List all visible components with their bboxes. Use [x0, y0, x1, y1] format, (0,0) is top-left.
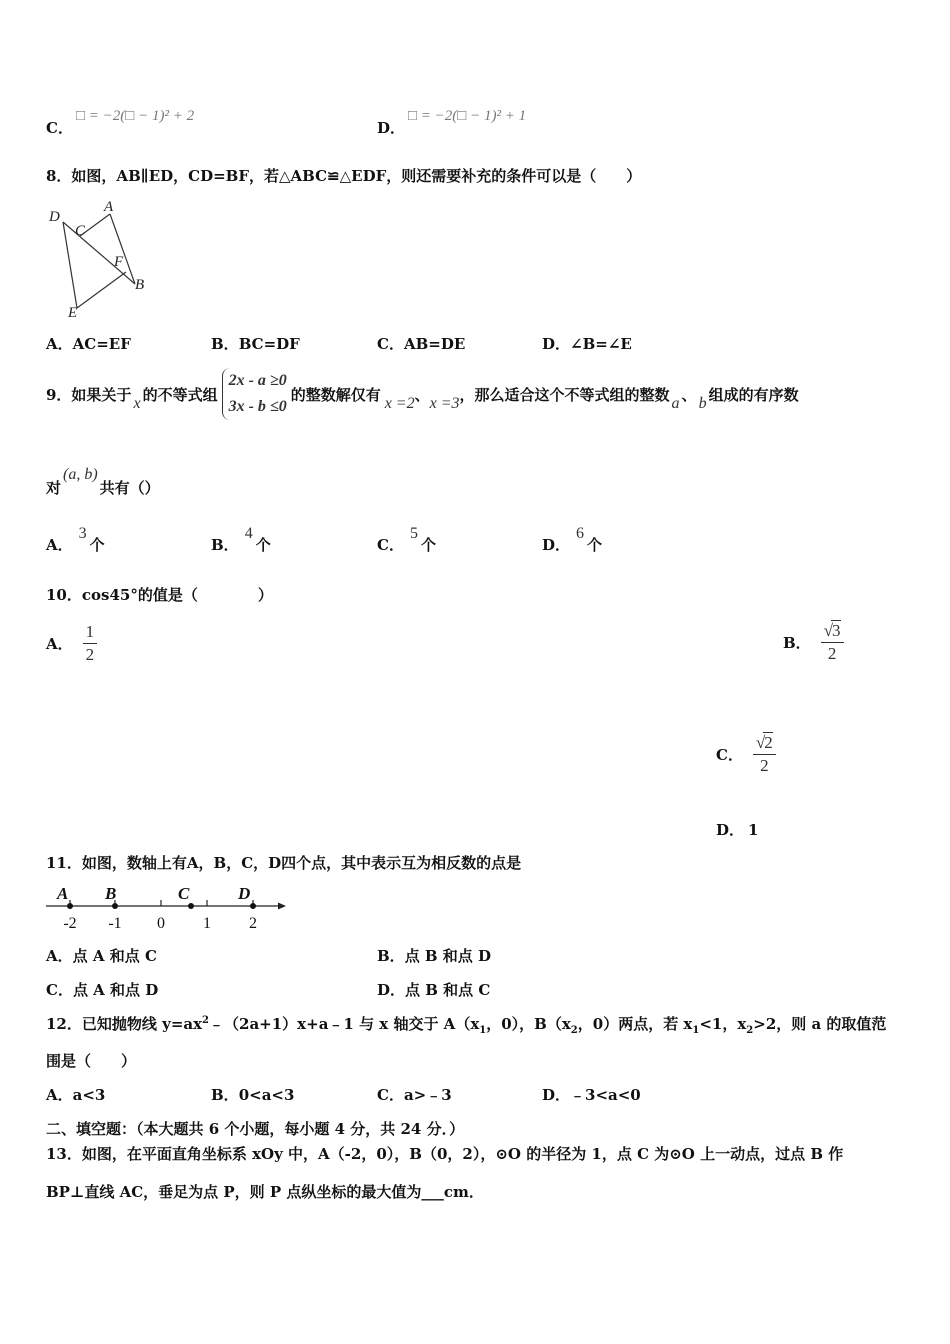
point-label-c: C	[178, 884, 190, 903]
q9-stem-line1: 9．如果关于 x 的不等式组 2x - a ≥0 3x - b ≤0 的整数解仅有 x =2 、 x =3 ，那么适合这个不等式组的整数 a 、 b 组成的有序数	[46, 366, 799, 422]
q9-option-d: D． 6 个	[542, 525, 603, 554]
q7-option-d-label: D．	[377, 119, 406, 137]
q10-option-a: A． $\frac{1}{2}$	[46, 622, 97, 665]
q10-option-a-fraction: $\frac{1}{2}$	[83, 622, 98, 665]
q9-option-c: C． 5 个	[377, 525, 436, 554]
q12-stem-line2: 围是（ ）	[46, 1052, 137, 1070]
q12-stem-line1: 12．已知抛物线 $y=ax^2﹣(2a+1)x+a﹣1$ 与 x 轴交于 $A(x_1$，0），$B(x_2$，0）两点，若 $x_1<1$，$x_2>2$，则 a 的取值范	[46, 1015, 887, 1036]
q8-label-c: C	[75, 223, 86, 239]
q9-option-b: B． 4 个	[211, 525, 271, 554]
number-line-arrow	[278, 903, 286, 910]
q8-option-c: C．AB=DE	[377, 335, 466, 353]
q10-option-b-fraction: $\frac{√3}{2}$	[821, 620, 844, 664]
point-label-d: D	[238, 884, 251, 903]
q7-option-d-expression: □ = −2(□ − 1)² + 1	[408, 108, 527, 124]
q12-option-a: A．a<3	[46, 1086, 106, 1104]
section-2-title: 二、填空题：（本大题共 6 个小题，每小题 4 分，共 24 分．）	[46, 1120, 465, 1138]
q7-option-c-expression: □ = −2(□ − 1)² + 2	[76, 108, 195, 124]
q10-option-d: D． 1	[716, 821, 759, 839]
q12-option-d: D．﹣3<a<0	[542, 1086, 641, 1104]
tick-label-0: 0	[157, 915, 165, 932]
point-label-b: B	[105, 884, 117, 903]
q10-option-b: B． $\frac{√3}{2}$	[783, 620, 844, 664]
q13-stem-line2: BP⊥直线 AC，垂足为点 P，则 P 点纵坐标的最大值为___cm．	[46, 1183, 484, 1201]
q12-option-b: B．0<a<3	[211, 1086, 295, 1104]
q10-stem: 10．cos45°的值是（ ）	[46, 586, 273, 604]
point-d	[250, 903, 256, 909]
q10-option-c: C． $\frac{√2}{2}$	[716, 732, 776, 776]
tick-label-minus-2: -2	[63, 915, 77, 932]
q8-label-f: F	[114, 254, 124, 270]
q11-option-a: A．点 A 和点 C	[46, 947, 157, 965]
q11-option-c: C．点 A 和点 D	[46, 981, 159, 999]
q11-option-d: D．点 B 和点 C	[377, 981, 491, 999]
q8-option-a: A．AC=EF	[46, 335, 131, 353]
segment-ef	[77, 272, 126, 308]
q8-figure	[44, 196, 154, 320]
tick-label-1: 1	[203, 915, 211, 932]
q8-stem: 8．如图，AB∥ED，CD=BF，若△ABC≌△EDF，则还需要补充的条件可以是（ ）	[46, 167, 642, 185]
point-a	[67, 903, 73, 909]
q11-number-line	[40, 880, 292, 936]
q9-stem-line2: 对 (a, b) 共有（）	[46, 466, 160, 497]
q8-label-a: A	[104, 199, 114, 215]
q11-stem: 11．如图，数轴上有A，B，C，D四个点，其中表示互为相反数的点是	[46, 854, 522, 872]
point-c	[188, 903, 194, 909]
q8-option-b: B．BC=DF	[211, 335, 300, 353]
point-b	[112, 903, 118, 909]
q12-option-c: C．a>﹣3	[377, 1086, 452, 1104]
q8-label-b: B	[135, 277, 145, 293]
point-label-a: A	[57, 884, 69, 903]
q7-option-c-label: C．	[46, 119, 73, 137]
q9-option-a: A． 3 个	[46, 525, 105, 554]
tick-label-minus-1: -1	[108, 915, 122, 932]
q9-var-x: x	[133, 395, 141, 412]
q8-label-e: E	[68, 305, 78, 320]
q8-label-d: D	[49, 209, 60, 225]
q11-option-b: B．点 B 和点 D	[377, 947, 492, 965]
q8-option-d: D．∠B=∠E	[542, 335, 632, 353]
tick-label-2: 2	[249, 915, 257, 932]
q10-option-c-fraction: $\frac{√2}{2}$	[753, 732, 776, 776]
q13-stem-line1: 13．如图，在平面直角坐标系 xOy 中，A（-2，0），B（0，2），⊙O 的半径为 1，点 C 为⊙O 上一动点，过点 B 作	[46, 1145, 844, 1163]
q9-inequality-system: 2x - a ≥0 3x - b ≤0	[222, 368, 287, 420]
q9-pair: (a, b)	[63, 466, 98, 483]
